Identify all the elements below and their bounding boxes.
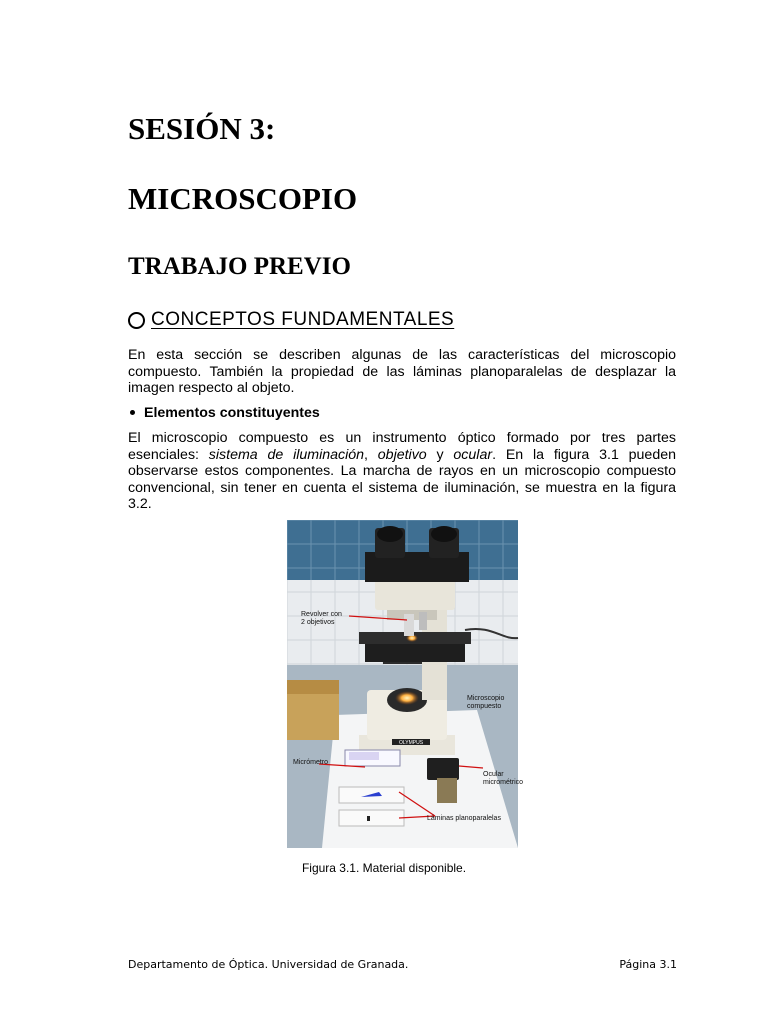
- label-ocular-2: micrométrico: [483, 779, 524, 786]
- bullet-heading-text: Elementos constituyentes: [144, 405, 320, 421]
- label-revolver-1: Revolver con: [301, 611, 342, 618]
- p2-item1: sistema de iluminación: [208, 446, 365, 463]
- microscope-photo: [287, 520, 524, 848]
- p2-item3: ocular: [453, 446, 493, 463]
- footer-department: Departamento de Óptica. Universidad de Granada.: [128, 958, 409, 971]
- section-heading-text: CONCEPTOS FUNDAMENTALES: [151, 309, 455, 330]
- intro-paragraph: En esta sección se describen algunas de las características del microscopio compuesto. También la propiedad de las láminas planoparalelas de desplazar la imagen respecto al objeto.: [128, 347, 676, 396]
- label-microscope-1: Microscopio: [467, 695, 505, 702]
- subtitle: TRABAJO PREVIO: [128, 253, 351, 280]
- label-microscope-2: compuesto: [467, 703, 502, 710]
- label-micrometer: Micrómetro: [293, 759, 329, 766]
- bullet-heading: [128, 405, 320, 421]
- bullet-dot-icon: [130, 410, 135, 415]
- label-ocular-1: Ocular: [483, 771, 504, 778]
- label-laminas: Láminas planoparalelas: [427, 815, 501, 822]
- components-paragraph: [128, 430, 676, 513]
- p2-sep2: y: [426, 446, 454, 463]
- main-title: MICROSCOPIO: [128, 181, 358, 216]
- p2-sep1: ,: [364, 446, 378, 463]
- footer-page-number: Página 3.1: [619, 958, 677, 971]
- session-title: SESIÓN 3:: [128, 111, 276, 146]
- circle-bullet-icon: [128, 312, 145, 329]
- figure-caption: Figura 3.1. Material disponible.: [301, 861, 467, 875]
- p2-part2: . En la figura 3.1 pueden observarse estos componentes. La marcha de rayos en un microscopio compuesto convencional, sin tener en cuenta el sistema de iluminación, se muestra en la figura 3.2.: [128, 446, 676, 512]
- brand-label: OLYMPUS: [398, 740, 424, 746]
- p2-part1: El microscopio compuesto es un instrumento óptico formado por tres partes esenciales:: [128, 430, 676, 463]
- p2-item2: objetivo: [377, 446, 427, 463]
- section-heading: [128, 309, 454, 331]
- label-revolver-2: 2 objetivos: [301, 619, 335, 626]
